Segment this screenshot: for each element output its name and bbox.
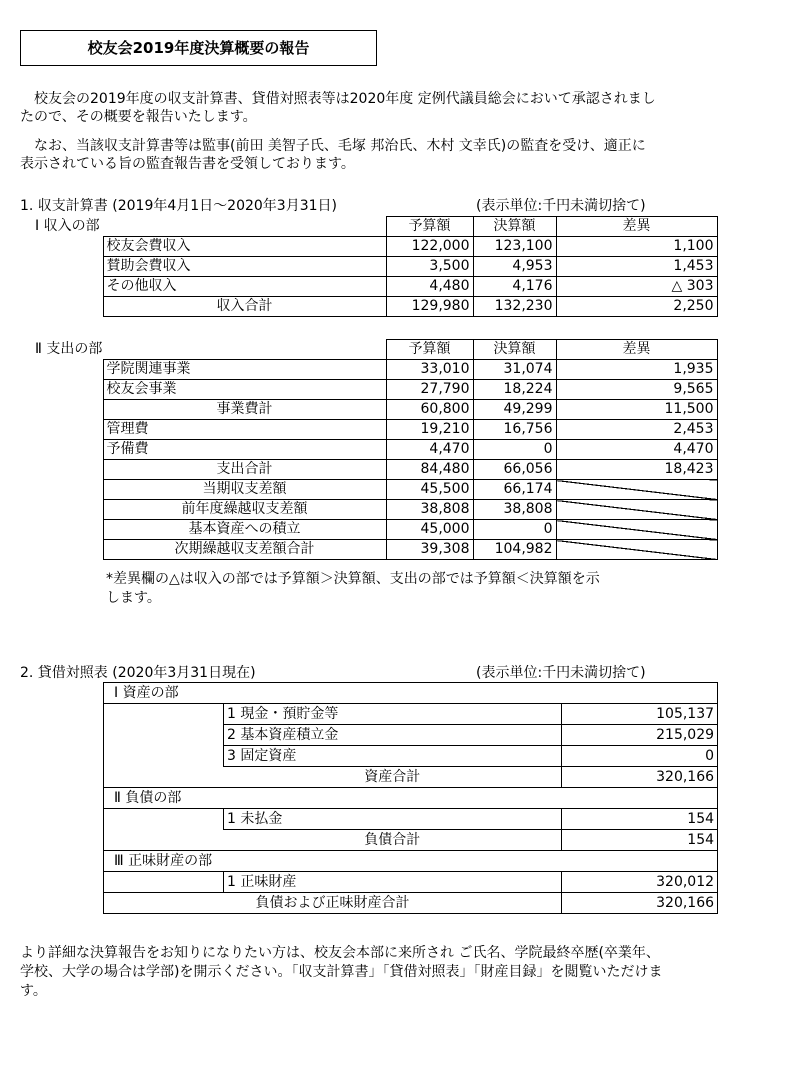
col-budget: 予算額 <box>386 340 473 360</box>
row-diff-empty <box>556 500 717 520</box>
row-diff: 18,423 <box>556 460 717 480</box>
row-name: 3 固定資産 <box>224 746 562 767</box>
row-actual: 49,299 <box>473 400 556 420</box>
section2-heading: 2. 貸借対照表 (2020年3月31日現在) <box>20 665 256 681</box>
table-row <box>104 725 718 746</box>
table-row <box>20 277 717 297</box>
row-name: 資産合計 <box>224 767 562 788</box>
col-actual: 決算額 <box>473 340 556 360</box>
footer-line-3: す。 <box>20 983 47 999</box>
table-row-total <box>104 767 718 788</box>
intro-line-4: 表示されている旨の監査報告書を受領しております。 <box>20 156 355 172</box>
row-name: 負債合計 <box>224 830 562 851</box>
table-row <box>20 500 717 520</box>
footer-line-1: より詳細な決算報告をお知りになりたい方は、校友会本部に来所され ご氏名、学院最終卒歴(卒業年、 <box>20 945 660 961</box>
row-budget: 38,808 <box>386 500 473 520</box>
table-row <box>104 872 718 893</box>
table-row-total <box>20 460 717 480</box>
row-diff: 1,935 <box>556 360 717 380</box>
table-row <box>20 480 717 500</box>
row-name: 予備費 <box>103 440 386 460</box>
row-name: 1 現金・預貯金等 <box>224 704 562 725</box>
row-name: 支出合計 <box>103 460 386 480</box>
row-actual: 4,953 <box>473 257 556 277</box>
row-budget: 45,000 <box>386 520 473 540</box>
row-name: 管理費 <box>103 420 386 440</box>
row-diff: 2,453 <box>556 420 717 440</box>
note-line-2: します。 <box>106 590 161 606</box>
row-value: 0 <box>562 746 718 767</box>
table-row-total <box>20 297 717 317</box>
assets-section-label: Ⅰ 資産の部 <box>104 683 718 704</box>
table-row <box>20 237 717 257</box>
table-row <box>20 540 717 560</box>
row-name: 校友会事業 <box>103 380 386 400</box>
section2-unit: (表示単位:千円未満切捨て) <box>476 665 646 681</box>
row-actual: 104,982 <box>473 540 556 560</box>
footer-line-2: 学校、大学の場合は学部)を開示ください。「収支計算書」「貸借対照表」「財産目録」を閲覧いただけま <box>20 964 663 980</box>
table-row <box>20 257 717 277</box>
row-budget: 45,500 <box>386 480 473 500</box>
table-row <box>104 746 718 767</box>
table-row <box>20 440 717 460</box>
row-budget: 19,210 <box>386 420 473 440</box>
section1-unit: (表示単位:千円未満切捨て) <box>476 198 646 214</box>
assets-label-row <box>104 683 718 704</box>
expense-section-label: Ⅱ 支出の部 <box>35 341 103 357</box>
row-name: 賛助会費収入 <box>103 257 386 277</box>
row-value: 320,166 <box>562 767 718 788</box>
row-diff-empty <box>556 480 717 500</box>
page-title: 校友会2019年度決算概要の報告 <box>20 30 377 66</box>
note-line-1: *差異欄の△は収入の部では予算額＞決算額、支出の部では予算額＜決算額を示 <box>106 571 600 587</box>
intro-line-3: なお、当該収支計算書等は監事(前田 美智子氏、毛塚 邦治氏、木村 文幸氏)の監査を受け、適正に <box>34 138 646 154</box>
row-diff: 1,453 <box>556 257 717 277</box>
row-actual: 66,174 <box>473 480 556 500</box>
row-name: 事業費計 <box>103 400 386 420</box>
row-diff: 2,250 <box>556 297 717 317</box>
equity-label-row <box>104 851 718 872</box>
intro-line-2: たので、その概要を報告いたします。 <box>20 109 257 125</box>
row-name: その他収入 <box>103 277 386 297</box>
table-row <box>20 380 717 400</box>
row-name: 校友会費収入 <box>103 237 386 257</box>
income-header-row <box>20 217 717 237</box>
balance-sheet-table <box>103 682 718 914</box>
income-section-label: Ⅰ 収入の部 <box>35 218 100 234</box>
row-actual: 16,756 <box>473 420 556 440</box>
row-budget: 122,000 <box>386 237 473 257</box>
row-name: 基本資産への積立 <box>103 520 386 540</box>
row-value: 105,137 <box>562 704 718 725</box>
income-table <box>20 216 718 317</box>
table-row-total <box>104 830 718 851</box>
table-row <box>20 360 717 380</box>
row-name: 次期繰越収支差額合計 <box>103 540 386 560</box>
liabilities-section-label: Ⅱ 負債の部 <box>104 788 718 809</box>
row-actual: 0 <box>473 440 556 460</box>
table-row-subtotal <box>20 400 717 420</box>
liabilities-label-row <box>104 788 718 809</box>
row-value: 320,012 <box>562 872 718 893</box>
equity-section-label: Ⅲ 正味財産の部 <box>104 851 718 872</box>
col-diff: 差異 <box>556 340 717 360</box>
row-budget: 60,800 <box>386 400 473 420</box>
row-actual: 132,230 <box>473 297 556 317</box>
row-diff: 1,100 <box>556 237 717 257</box>
col-budget: 予算額 <box>386 217 473 237</box>
row-name: 2 基本資産積立金 <box>224 725 562 746</box>
table-row <box>104 704 718 725</box>
row-actual: 38,808 <box>473 500 556 520</box>
row-budget: 3,500 <box>386 257 473 277</box>
row-value: 215,029 <box>562 725 718 746</box>
row-actual: 123,100 <box>473 237 556 257</box>
row-name: 1 未払金 <box>224 809 562 830</box>
row-budget: 4,470 <box>386 440 473 460</box>
row-value: 320,166 <box>562 893 718 914</box>
row-actual: 31,074 <box>473 360 556 380</box>
row-diff: 11,500 <box>556 400 717 420</box>
col-actual: 決算額 <box>473 217 556 237</box>
row-diff-empty <box>556 520 717 540</box>
row-diff: 4,470 <box>556 440 717 460</box>
table-row-grand-total <box>104 893 718 914</box>
expense-table <box>20 339 718 560</box>
table-row <box>20 420 717 440</box>
row-value: 154 <box>562 830 718 851</box>
table-row <box>104 809 718 830</box>
col-diff: 差異 <box>556 217 717 237</box>
row-name: 前年度繰越収支差額 <box>103 500 386 520</box>
expense-header-row <box>20 340 717 360</box>
row-actual: 18,224 <box>473 380 556 400</box>
row-budget: 39,308 <box>386 540 473 560</box>
table-row <box>20 520 717 540</box>
section1-heading: 1. 収支計算書 (2019年4月1日～2020年3月31日) <box>20 198 337 214</box>
row-actual: 66,056 <box>473 460 556 480</box>
row-actual: 4,176 <box>473 277 556 297</box>
row-value: 154 <box>562 809 718 830</box>
intro-line-1: 校友会の2019年度の収支計算書、貸借対照表等は2020年度 定例代議員総会において承認されまし <box>34 91 656 107</box>
row-budget: 4,480 <box>386 277 473 297</box>
row-budget: 84,480 <box>386 460 473 480</box>
row-name: 1 正味財産 <box>224 872 562 893</box>
row-name: 負債および正味財産合計 <box>104 893 562 914</box>
row-actual: 0 <box>473 520 556 540</box>
row-budget: 27,790 <box>386 380 473 400</box>
row-diff: △ 303 <box>556 277 717 297</box>
row-budget: 129,980 <box>386 297 473 317</box>
row-name: 当期収支差額 <box>103 480 386 500</box>
row-name: 学院関連事業 <box>103 360 386 380</box>
row-diff-empty <box>556 540 717 560</box>
row-budget: 33,010 <box>386 360 473 380</box>
row-diff: 9,565 <box>556 380 717 400</box>
row-name: 収入合計 <box>103 297 386 317</box>
